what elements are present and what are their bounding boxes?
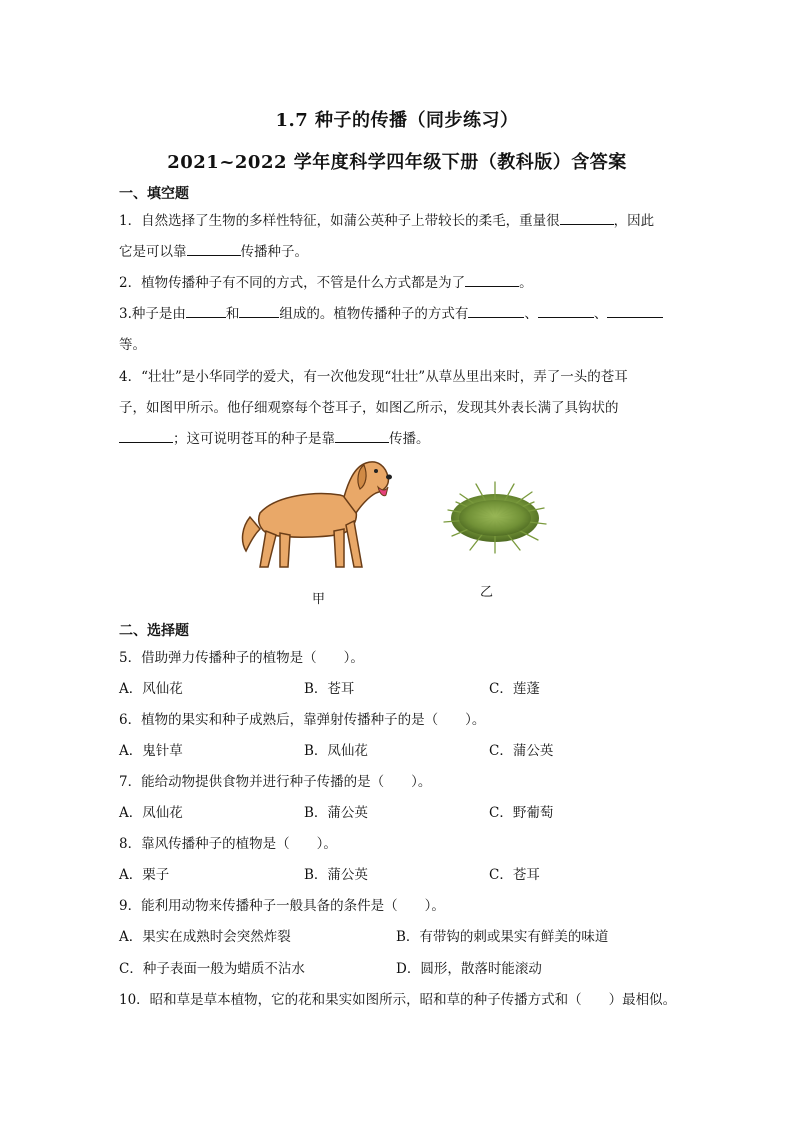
page-subtitle: 2021~2022 学年度科学四年级下册（教科版）含答案	[167, 152, 627, 173]
question-6-option-b: B．凤仙花	[304, 743, 368, 759]
question-7-option-a: A．凤仙花	[119, 805, 183, 821]
question-7-stem: 7．能给动物提供食物并进行种子传播的是（ ）。	[119, 774, 432, 790]
question-1-line-2: 它是可以靠 传播种子。	[119, 240, 308, 260]
question-7-option-b: B．蒲公英	[304, 805, 368, 821]
question-7-option-c: C．野葡萄	[489, 805, 554, 821]
question-8-option-a: A．栗子	[119, 867, 170, 883]
question-9-option-b: B．有带钩的刺或果实有鲜美的味道	[396, 929, 609, 945]
answer-blank	[239, 303, 279, 318]
question-2: 2．植物传播种子有不同的方式，不管是什么方式都是为了 。	[119, 271, 533, 291]
page-title: 1.7 种子的传播（同步练习）	[275, 110, 519, 131]
question-4-line-2: 子，如图甲所示。他仔细观察每个苍耳子，如图乙所示，发现其外表长满了具钩状的	[119, 400, 619, 416]
question-8-stem: 8．靠风传播种子的植物是（ ）。	[119, 836, 337, 852]
question-9-option-c: C．种子表面一般为蜡质不沾水	[119, 961, 305, 977]
question-5-option-a: A．风仙花	[119, 681, 183, 697]
question-8-option-b: B．蒲公英	[304, 867, 368, 883]
question-10-stem: 10．昭和草是草本植物，它的花和果实如图所示，昭和草的种子传播方式和（ ）最相似。	[119, 992, 677, 1008]
answer-blank	[560, 210, 614, 225]
question-3-line-1: 3.种子是由 和 组成的。植物传播种子的方式有 、 、	[119, 302, 663, 322]
question-9-option-d: D．圆形，散落时能滚动	[396, 961, 542, 977]
question-5-option-c: C．莲蓬	[489, 681, 540, 697]
question-8-option-c: C．苍耳	[489, 867, 540, 883]
answer-blank	[335, 428, 389, 443]
dog-illustration	[236, 455, 396, 575]
answer-blank	[119, 428, 173, 443]
section-fill-blank-title: 一、填空题	[119, 186, 189, 202]
question-6-option-c: C．蒲公英	[489, 743, 554, 759]
question-4-line-1: 4．“壮壮”是小华同学的爱犬，有一次他发现“壮壮”从草丛里出来时，弄了一头的苍耳	[119, 369, 628, 385]
question-6-stem: 6．植物的果实和种子成熟后，靠弹射传播种子的是（ ）。	[119, 712, 486, 728]
answer-blank	[186, 303, 226, 318]
question-6-option-a: A．鬼针草	[119, 743, 183, 759]
figure-label-a: 甲	[312, 592, 326, 607]
figure-label-b: 乙	[480, 585, 494, 600]
answer-blank	[538, 303, 594, 318]
section-choice-title: 二、选择题	[119, 623, 189, 639]
cocklebur-burr-image	[440, 480, 550, 555]
answer-blank	[468, 303, 524, 318]
answer-blank	[465, 272, 519, 287]
question-5-stem: 5．借助弹力传播种子的植物是（ ）。	[119, 650, 364, 666]
question-9-stem: 9．能利用动物来传播种子一般具备的条件是（ ）。	[119, 898, 445, 914]
question-3-line-2: 等。	[119, 337, 146, 353]
answer-blank	[187, 241, 241, 256]
answer-blank	[607, 303, 663, 318]
question-5-option-b: B．苍耳	[304, 681, 355, 697]
question-9-option-a: A．果实在成熟时会突然炸裂	[119, 929, 291, 945]
question-1-line-1: 1．自然选择了生物的多样性特征，如蒲公英种子上带较长的柔毛，重量很 ，因此	[119, 209, 654, 229]
question-4-line-3: ；这可说明苍耳的种子是靠 传播。	[119, 427, 430, 447]
